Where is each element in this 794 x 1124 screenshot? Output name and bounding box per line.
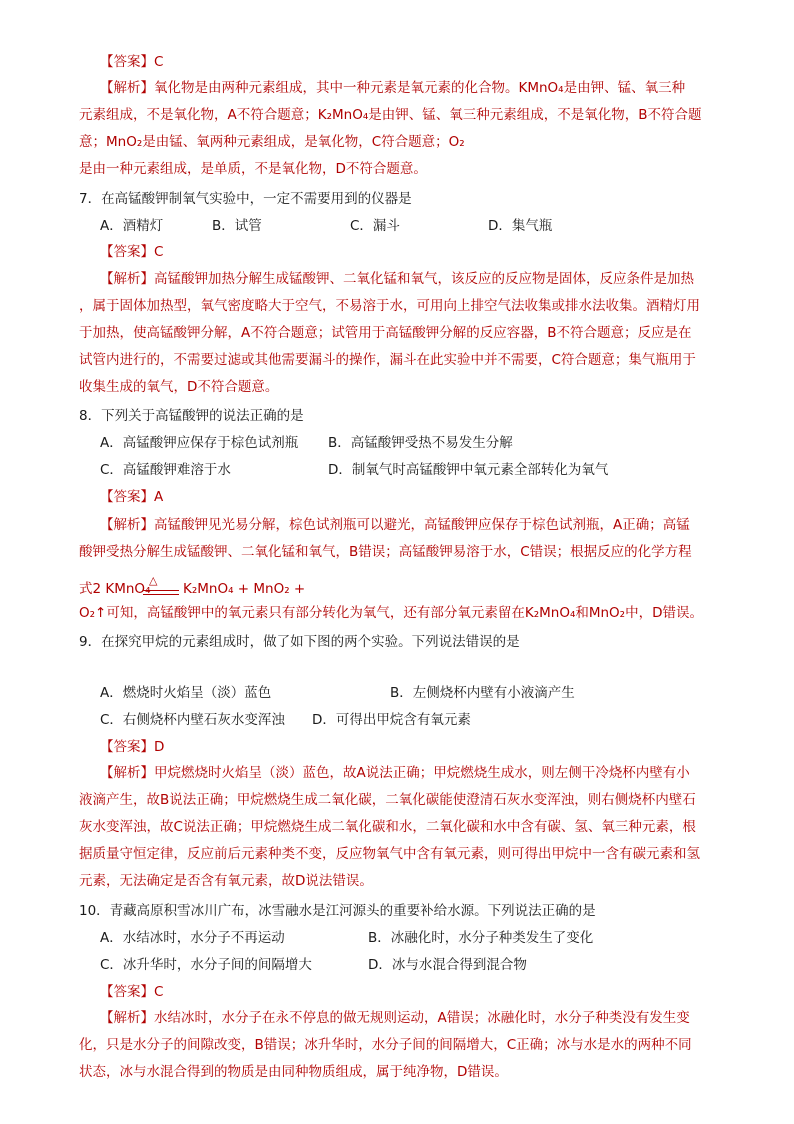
analysis-line: 状态，冰与水混合得到的物质是由同种物质组成，属于纯净物，D错误。 [79,1064,508,1080]
equation-reactant: 式2 KMnO₄ [79,581,151,597]
analysis-line: 据质量守恒定律，反应前后元素种类不变，反应物氧气中含有氧元素，则可得出甲烷中一含有碳元素和氢 [79,846,700,862]
equation-arrow-bar-top [143,590,179,591]
option-c: C．冰升华时，水分子间的间隔增大 [100,957,312,973]
answer-label: 【答案】A [100,489,164,505]
option-c: C．高锰酸钾难溶于水 [100,462,231,478]
analysis-line: 是由一种元素组成，是单质，不是氧化物，D不符合题意。 [79,161,427,177]
analysis-line: 液滴产生，故B说法正确；甲烷燃烧生成二氧化碳，二氧化碳能使澄清石灰水变浑浊，则右侧烧杯内壁石 [79,792,696,808]
option-b: B．左侧烧杯内壁有小液滴产生 [390,685,575,701]
question-stem: 8．下列关于高锰酸钾的说法正确的是 [79,408,304,424]
option-c: C．漏斗 [350,218,400,234]
analysis-line: 酸钾受热分解生成锰酸钾、二氧化锰和氧气，B错误；高锰酸钾易溶于水，C错误；根据反应的化学方程 [79,544,692,560]
analysis-line: 化，只是水分子的间隙改变，B错误；冰升华时，水分子间的间隔增大，C正确；冰与水是水的两种不同 [79,1037,692,1053]
answer-label: 【答案】C [100,984,164,1000]
analysis-line: O₂↑可知，高锰酸钾中的氧元素只有部分转化为氧气，还有部分氧元素留在K₂MnO₄和MnO₂中，D错误。 [79,605,703,621]
analysis-line: 灰水变浑浊，故C说法正确；甲烷燃烧生成二氧化碳和水，二氧化碳和水中含有碳、氢、氧三种元素，根 [79,819,696,835]
analysis-line: 意；MnO₂是由锰、氧两种元素组成，是氧化物，C符合题意；O₂ [79,134,465,150]
answer-label: 【答案】C [100,244,164,260]
answer-label: 【答案】C [100,54,164,70]
analysis-line: 【解析】氧化物是由两种元素组成，其中一种元素是氧元素的化合物。KMnO₄是由钾、锰、氧三种 [100,80,686,96]
option-a: A．酒精灯 [100,218,164,234]
equation-condition: △ [149,574,158,587]
analysis-line: 试管内进行的，不需要过滤或其他需要漏斗的操作，漏斗在此实验中并不需要，C符合题意；集气瓶用于 [79,352,696,368]
option-c: C．右侧烧杯内壁石灰水变浑浊 [100,712,285,728]
option-d: D．冰与水混合得到混合物 [368,957,527,973]
option-d: D．制氧气时高锰酸钾中氧元素全部转化为氧气 [328,462,609,478]
option-d: D．集气瓶 [488,218,553,234]
option-a: A．燃烧时火焰呈（淡）蓝色 [100,685,272,701]
option-a: A．高锰酸钾应保存于棕色试剂瓶 [100,435,299,451]
analysis-line: 收集生成的氧气，D不符合题意。 [79,379,279,395]
option-b: B．高锰酸钾受热不易发生分解 [328,435,513,451]
option-b: B．冰融化时，水分子种类发生了变化 [368,930,594,946]
analysis-line: 【解析】高锰酸钾见光易分解，棕色试剂瓶可以避光，高锰酸钾应保存于棕色试剂瓶，A正确；高锰 [100,517,690,533]
analysis-line: 于加热，使高锰酸钾分解，A不符合题意；试管用于高锰酸钾分解的反应容器，B不符合题意；反应是在 [79,325,692,341]
analysis-line: 【解析】甲烷燃烧时火焰呈（淡）蓝色，故A说法正确；甲烷燃烧生成水，则左侧干冷烧杯内壁有小 [100,765,690,781]
analysis-line: 元素，无法确定是否含有氧元素，故D说法错误。 [79,873,373,889]
analysis-line: 【解析】水结冰时，水分子在永不停息的做无规则运动，A错误；冰融化时，水分子种类没有发生变 [100,1010,690,1026]
question-stem: 10．青藏高原积雪冰川广布，冰雪融水是江河源头的重要补给水源。下列说法正确的是 [79,903,596,919]
equation-products: K₂MnO₄ + MnO₂ + [183,581,306,597]
option-a: A．水结冰时，水分子不再运动 [100,930,285,946]
answer-label: 【答案】D [100,739,165,755]
analysis-line: 元素组成，不是氧化物，A不符合题意；K₂MnO₄是由钾、锰、氧三种元素组成，不是氧化物，B不符合题 [79,107,702,123]
option-b: B．试管 [212,218,262,234]
question-stem: 9．在探究甲烷的元素组成时，做了如下图的两个实验。下列说法错误的是 [79,634,520,650]
option-d: D．可得出甲烷含有氧元素 [312,712,471,728]
question-stem: 7．在高锰酸钾制氧气实验中，一定不需要用到的仪器是 [79,191,412,207]
analysis-line: ，属于固体加热型，氧气密度略大于空气，不易溶于水，可用向上排空气法收集或排水法收集。酒精灯用 [79,298,700,314]
equation-arrow-bar-bottom [143,594,179,595]
analysis-line: 【解析】高锰酸钾加热分解生成锰酸钾、二氧化锰和氧气，该反应的反应物是固体，反应条件是加热 [100,271,694,287]
